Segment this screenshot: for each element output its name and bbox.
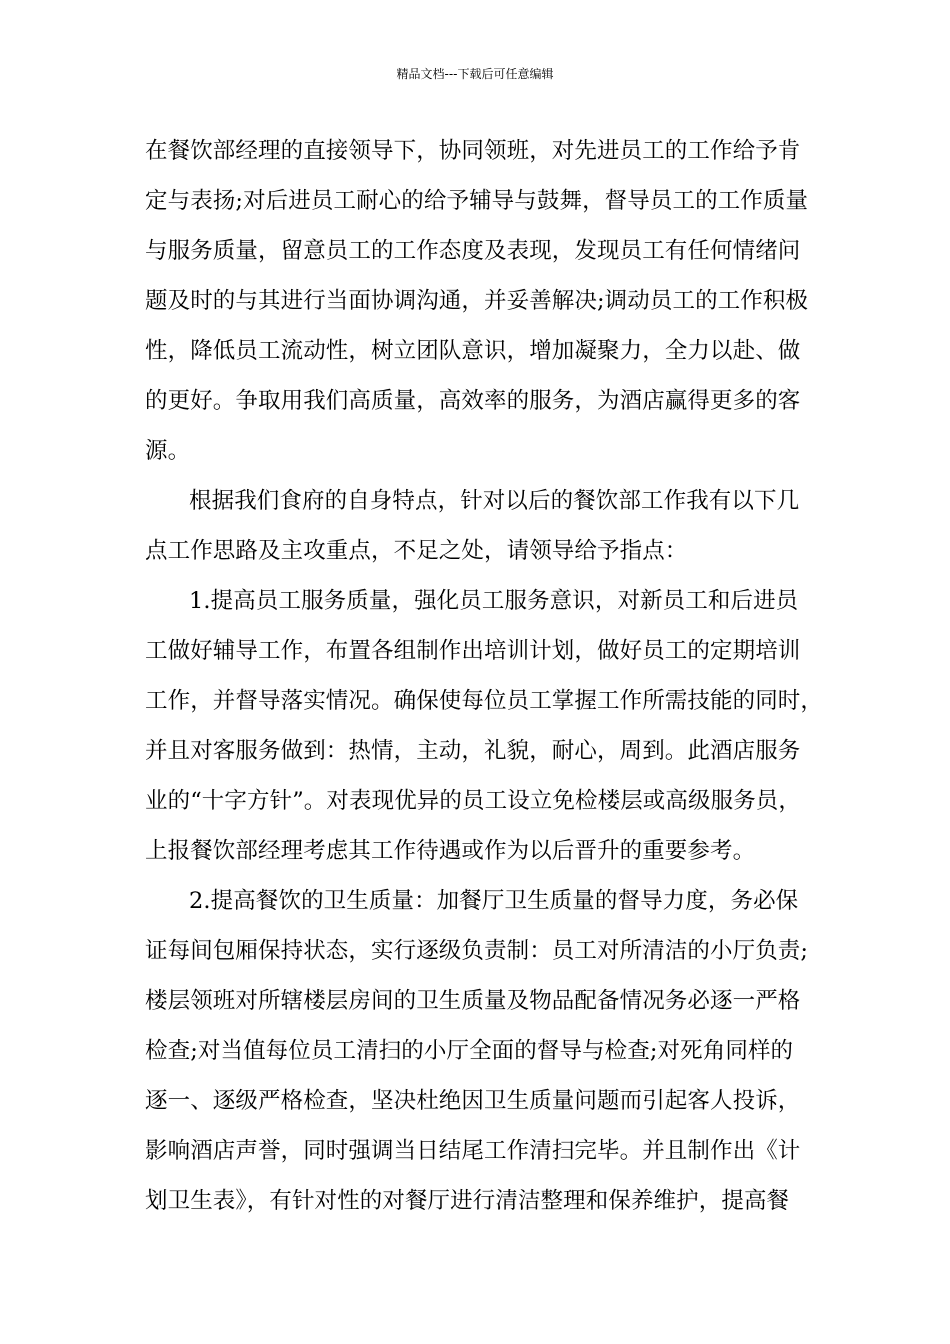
text-line: 2.提高餐饮的卫生质量：加餐厅卫生质量的督导力度，务必保 bbox=[189, 888, 799, 914]
text-line: 楼层领班对所辖楼层房间的卫生质量及物品配备情况务必逐一严格 bbox=[145, 988, 801, 1014]
document-body bbox=[145, 133, 835, 1233]
text-line: 划卫生表》，有针对性的对餐厅进行清洁整理和保养维护，提高餐 bbox=[145, 1188, 790, 1214]
text-line: 点工作思路及主攻重点，不足之处，请领导给予指点： bbox=[145, 538, 688, 564]
text-line: 影响酒店声誉，同时强调当日结尾工作清扫完毕。并且制作出《计 bbox=[145, 1138, 801, 1164]
text-line: 检查;对当值每位员工清扫的小厅全面的督导与检查;对死角同样的 bbox=[145, 1038, 794, 1064]
text-line: 并且对客服务做到：热情，主动，礼貌，耐心，周到。此酒店服务 bbox=[145, 738, 801, 764]
text-line: 的更好。争取用我们高质量，高效率的服务，为酒店赢得更多的客 bbox=[145, 388, 801, 414]
text-line: 1.提高员工服务质量，强化员工服务意识，对新员工和后进员 bbox=[189, 588, 799, 614]
text-line: 工做好辅导工作，布置各组制作出培训计划，做好员工的定期培训 bbox=[145, 638, 801, 664]
text-line: 上报餐饮部经理考虑其工作待遇或作为以后晋升的重要参考。 bbox=[145, 838, 756, 864]
text-line: 性，降低员工流动性，树立团队意识，增加凝聚力，全力以赴、做 bbox=[145, 338, 801, 364]
text-line: 与服务质量，留意员工的工作态度及表现，发现员工有任何情绪问 bbox=[145, 238, 801, 264]
text-line: 根据我们食府的自身特点，针对以后的餐饮部工作我有以下几 bbox=[189, 488, 800, 514]
text-line: 逐一、逐级严格检查，坚决杜绝因卫生质量问题而引起客人投诉， bbox=[145, 1088, 801, 1114]
text-line: 题及时的与其进行当面协调沟通，并妥善解决;调动员工的工作积极 bbox=[145, 288, 809, 314]
text-line: 证每间包厢保持状态，实行逐级负责制：员工对所清洁的小厅负责; bbox=[145, 938, 809, 964]
text-line: 业的“十字方针”。对表现优异的员工设立免检楼层或高级服务员， bbox=[145, 788, 802, 814]
text-line: 定与表扬;对后进员工耐心的给予辅导与鼓舞，督导员工的工作质量 bbox=[145, 188, 809, 214]
text-line: 在餐饮部经理的直接领导下，协同领班，对先进员工的工作给予肯 bbox=[145, 138, 801, 164]
text-line: 源。 bbox=[145, 438, 191, 464]
page-header: 精品文档---下载后可任意编辑 bbox=[396, 67, 554, 81]
text-line: 工作，并督导落实情况。确保使每位员工掌握工作所需技能的同时， bbox=[145, 688, 824, 714]
